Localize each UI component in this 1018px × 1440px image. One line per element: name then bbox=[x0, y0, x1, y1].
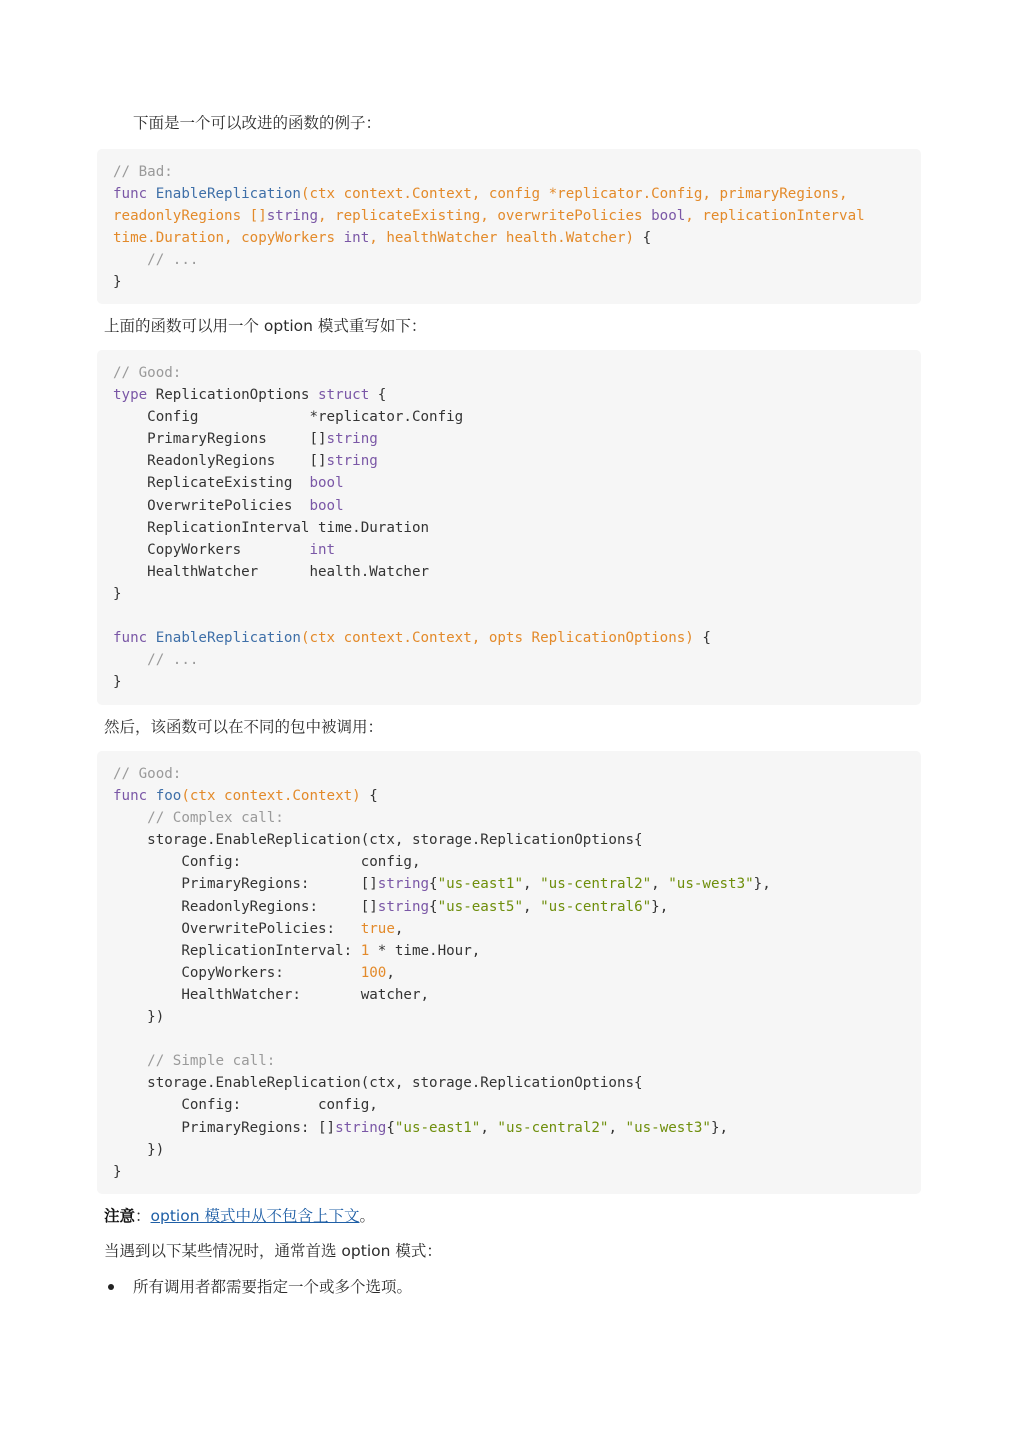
code-line bbox=[113, 387, 386, 403]
code-token: ReadonlyRegions: [] bbox=[113, 898, 378, 915]
code-token: time.Duration, copyWorkers bbox=[113, 230, 344, 247]
code-token: OverwritePolicies bbox=[113, 497, 310, 514]
code-line bbox=[113, 1142, 164, 1158]
code-token: } bbox=[113, 585, 122, 602]
code-token: string bbox=[326, 431, 378, 448]
code-token: // Complex call: bbox=[113, 810, 284, 827]
code-token: ReplicationOptions bbox=[155, 387, 319, 404]
code-token: , replicateExisting, overwritePolicies bbox=[318, 208, 652, 225]
code-token: // Bad: bbox=[113, 164, 173, 180]
code-token: Config *replicator.Config bbox=[113, 409, 464, 426]
code-token: // Simple call: bbox=[113, 1053, 276, 1070]
code-token: } bbox=[113, 1163, 122, 1180]
code-line bbox=[113, 498, 344, 514]
code-token: { bbox=[386, 1119, 395, 1136]
code-token: PrimaryRegions: [] bbox=[113, 1119, 336, 1136]
code-token: string bbox=[266, 208, 318, 225]
code-token: { bbox=[702, 630, 711, 647]
code-token: , bbox=[523, 898, 541, 915]
code-line bbox=[113, 652, 198, 668]
code-line bbox=[113, 453, 378, 469]
code-token: Config: config, bbox=[113, 1097, 378, 1114]
code-token: , healthWatcher health.Watcher) bbox=[369, 230, 643, 247]
code-line bbox=[113, 899, 668, 915]
code-line bbox=[113, 1097, 378, 1113]
code-token: "us-east5" bbox=[437, 898, 524, 915]
code-token: , bbox=[523, 876, 541, 893]
intro-paragraph: 下面是一个可以改进的函数的例子： bbox=[133, 114, 382, 132]
code-token: string bbox=[377, 876, 430, 893]
code-line bbox=[113, 630, 711, 646]
code-token: CopyWorkers bbox=[113, 541, 310, 558]
code-token: func bbox=[113, 788, 156, 805]
code-block-good-struct bbox=[97, 350, 921, 705]
code-token: }, bbox=[710, 1119, 729, 1136]
conditions-paragraph: 当遇到以下某些情况时，通常首选 option 模式： bbox=[104, 1242, 442, 1260]
code-token: bool bbox=[309, 475, 344, 492]
code-token: func bbox=[113, 186, 156, 203]
code-line bbox=[113, 832, 643, 848]
code-token: (ctx context.Context, config *replicator.Config, primaryRegions, bbox=[300, 186, 848, 203]
code-token: HealthWatcher health.Watcher bbox=[113, 563, 430, 580]
code-token: { bbox=[642, 230, 652, 247]
code-token: // ... bbox=[113, 652, 199, 669]
code-token: storage.EnableReplication(ctx, storage.ReplicationOptions{ bbox=[113, 832, 643, 849]
code-token: , bbox=[386, 964, 395, 981]
code-token: string bbox=[377, 898, 430, 915]
code-line bbox=[113, 230, 651, 246]
note-link[interactable]: option 模式中从不包含上下文 bbox=[150, 1207, 360, 1225]
code-token: { bbox=[429, 898, 438, 915]
code-line bbox=[113, 987, 429, 1003]
code-line bbox=[113, 365, 181, 381]
code-line bbox=[113, 943, 480, 959]
code-line bbox=[113, 1009, 164, 1025]
code-token: "us-west3" bbox=[668, 876, 754, 893]
code-token: PrimaryRegions [] bbox=[113, 431, 327, 448]
code-line bbox=[113, 252, 198, 268]
code-token: } bbox=[113, 674, 122, 691]
code-line bbox=[113, 208, 865, 224]
code-token: "us-east1" bbox=[437, 876, 524, 893]
code-token: foo bbox=[155, 788, 182, 805]
code-token: HealthWatcher: watcher, bbox=[113, 986, 430, 1003]
code-line bbox=[113, 766, 181, 782]
code-line bbox=[113, 186, 848, 202]
code-token: "us-central2" bbox=[497, 1119, 609, 1136]
note-separator: ： bbox=[135, 1207, 151, 1225]
code-token: * time.Hour, bbox=[369, 942, 481, 959]
bullet-dot bbox=[108, 1284, 114, 1290]
code-block-good-call bbox=[97, 751, 921, 1194]
code-token: ReplicateExisting bbox=[113, 475, 310, 492]
code-token: int bbox=[343, 230, 370, 247]
code-token: Config: config, bbox=[113, 854, 421, 871]
code-token: readonlyRegions [] bbox=[113, 208, 267, 225]
code-token: storage.EnableReplication(ctx, storage.ReplicationOptions{ bbox=[113, 1075, 643, 1092]
code-line bbox=[113, 1120, 728, 1136]
code-token: // ... bbox=[113, 252, 199, 269]
code-token: 100 bbox=[360, 964, 387, 981]
code-line bbox=[113, 674, 122, 690]
code-line bbox=[113, 965, 395, 981]
code-token: { bbox=[369, 387, 387, 404]
code-line bbox=[113, 475, 344, 491]
code-token: , bbox=[394, 920, 404, 937]
code-token: (ctx context.Context) bbox=[181, 788, 370, 805]
code-line bbox=[113, 542, 335, 558]
code-token: OverwritePolicies: bbox=[113, 920, 361, 937]
code-line bbox=[113, 564, 429, 580]
code-line bbox=[113, 854, 421, 870]
option-rewrite-paragraph: 上面的函数可以用一个 option 模式重写如下： bbox=[104, 317, 427, 335]
code-line bbox=[113, 431, 378, 447]
code-token: 1 bbox=[360, 942, 370, 959]
code-good-struct bbox=[97, 350, 921, 693]
code-token: EnableReplication bbox=[155, 630, 301, 647]
code-block-bad bbox=[97, 149, 921, 304]
code-line bbox=[113, 164, 173, 180]
code-line bbox=[113, 1075, 643, 1091]
code-token: type bbox=[113, 387, 156, 404]
note-end: 。 bbox=[359, 1207, 375, 1225]
code-token: "us-central6" bbox=[540, 898, 652, 915]
code-token: { bbox=[369, 788, 378, 805]
code-token: , bbox=[651, 876, 669, 893]
code-token: // Good: bbox=[113, 365, 182, 381]
code-token: func bbox=[113, 630, 156, 647]
code-token: ReplicationInterval: bbox=[113, 942, 361, 959]
code-line bbox=[113, 520, 429, 536]
code-token: "us-east1" bbox=[394, 1119, 481, 1136]
code-bad bbox=[97, 149, 921, 294]
code-good-call bbox=[97, 751, 921, 1183]
code-token: , replicationInterval bbox=[685, 208, 865, 225]
code-token: true bbox=[360, 920, 395, 937]
code-token: EnableReplication bbox=[155, 186, 301, 203]
code-line bbox=[113, 921, 403, 937]
code-token: int bbox=[309, 541, 336, 558]
code-token: ReplicationInterval time.Duration bbox=[113, 519, 430, 536]
code-token: }) bbox=[113, 1141, 165, 1158]
code-token: PrimaryRegions: [] bbox=[113, 876, 378, 893]
note-paragraph bbox=[104, 1205, 922, 1227]
code-line bbox=[113, 810, 284, 826]
code-token: "us-central2" bbox=[540, 876, 652, 893]
code-token: struct bbox=[318, 387, 370, 404]
code-token: bool bbox=[651, 208, 686, 225]
code-token: }) bbox=[113, 1009, 165, 1026]
code-line bbox=[113, 409, 463, 425]
code-token: { bbox=[429, 876, 438, 893]
code-token: string bbox=[335, 1119, 387, 1136]
note-label: 注意 bbox=[104, 1207, 136, 1225]
code-token: ReadonlyRegions [] bbox=[113, 453, 327, 470]
list-item-text: 所有调用者都需要指定一个或多个选项。 bbox=[133, 1278, 413, 1296]
code-token: , bbox=[480, 1119, 498, 1136]
code-line bbox=[113, 1053, 275, 1069]
code-token: // Good: bbox=[113, 766, 182, 782]
code-line bbox=[113, 1164, 122, 1180]
code-line bbox=[113, 586, 122, 602]
code-token: (ctx context.Context, opts ReplicationOptions) bbox=[300, 630, 703, 647]
code-token: bool bbox=[309, 497, 344, 514]
code-token: CopyWorkers: bbox=[113, 964, 361, 981]
code-token: "us-west3" bbox=[625, 1119, 711, 1136]
code-line bbox=[113, 876, 771, 892]
code-line bbox=[113, 274, 122, 290]
code-token: } bbox=[113, 274, 122, 291]
code-token: , bbox=[608, 1119, 626, 1136]
call-paragraph: 然后，该函数可以在不同的包中被调用： bbox=[104, 718, 384, 736]
code-token: string bbox=[326, 453, 378, 470]
code-token: }, bbox=[651, 898, 669, 915]
code-line bbox=[113, 788, 378, 804]
code-token: }, bbox=[753, 876, 771, 893]
